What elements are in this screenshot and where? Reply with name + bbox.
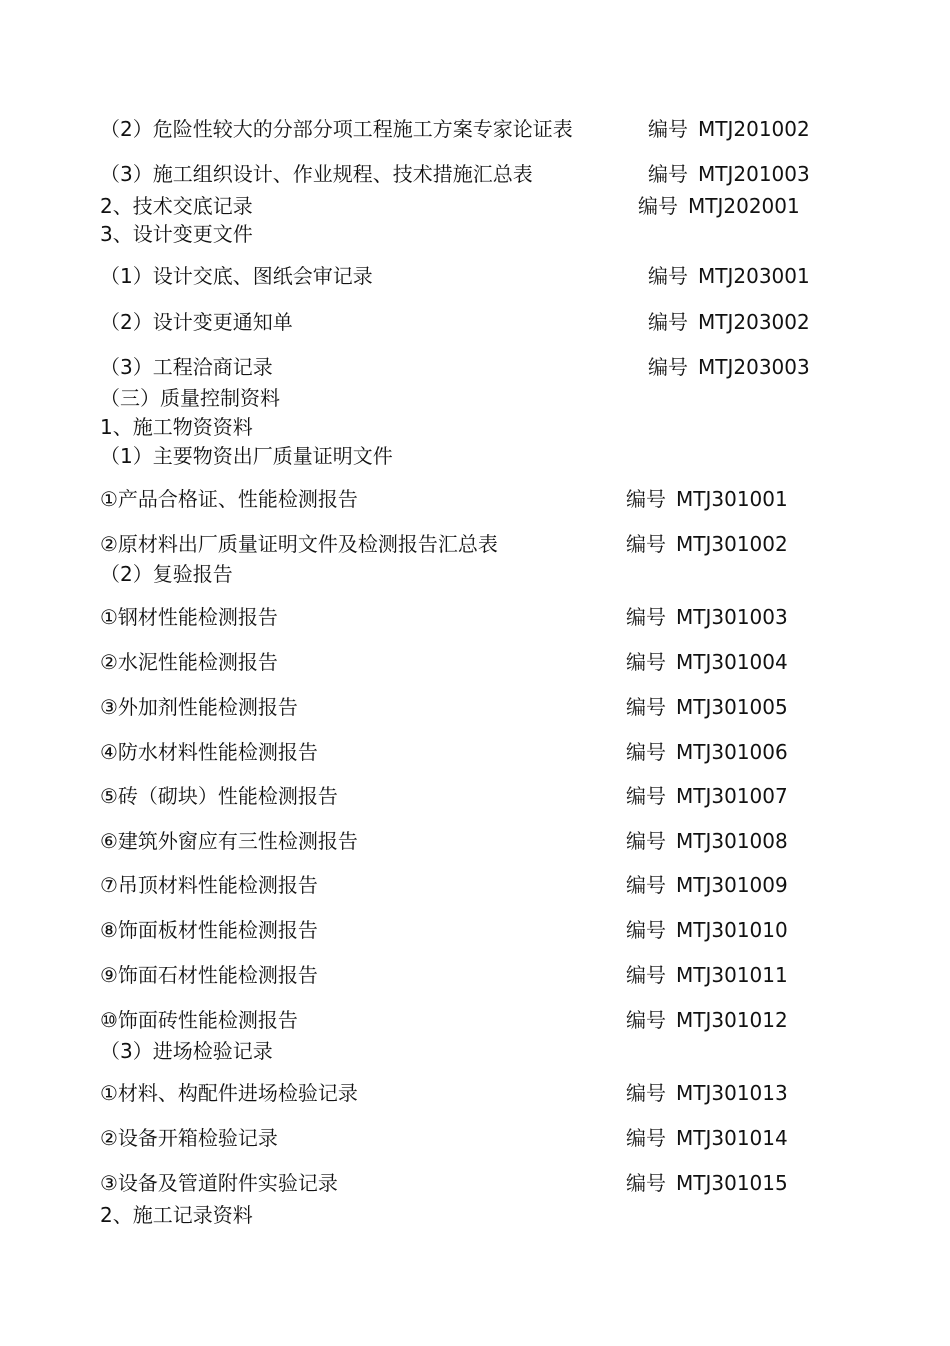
list-item [0,602,950,632]
code-label: 编号 [648,264,688,288]
item-text: 1、施工物资资料 [100,415,253,439]
code-label: 编号 [626,650,666,674]
item-code [626,1078,788,1108]
list-item [0,1078,950,1108]
item-text: ⑧饰面板材性能检测报告 [100,918,318,942]
code-number: MTJ301007 [676,784,788,808]
item-text: ⑨饰面石材性能检测报告 [100,963,318,987]
code-label: 编号 [626,1171,666,1195]
code-number: MTJ203003 [698,355,810,379]
item-text: （2）设计变更通知单 [100,310,293,334]
list-item [0,484,950,514]
item-text: 2、技术交底记录 [100,194,253,218]
list-item [0,1123,950,1153]
list-item [0,191,950,221]
code-number: MTJ203002 [698,310,810,334]
section-heading [0,412,950,442]
item-text: ③外加剂性能检测报告 [100,695,298,719]
section-heading [0,383,950,413]
list-item [0,352,950,382]
code-number: MTJ202001 [688,194,800,218]
list-item [0,1005,950,1035]
code-label: 编号 [626,918,666,942]
item-code [626,602,788,632]
item-code [626,870,788,900]
list-item [0,692,950,722]
code-number: MTJ301011 [676,963,788,987]
code-label: 编号 [626,532,666,556]
list-item [0,307,950,337]
code-label: 编号 [648,355,688,379]
item-text: （1）主要物资出厂质量证明文件 [100,444,393,468]
section-heading [0,219,950,249]
code-number: MTJ301015 [676,1171,788,1195]
code-label: 编号 [626,605,666,629]
code-number: MTJ301006 [676,740,788,764]
code-label: 编号 [648,117,688,141]
code-label: 编号 [626,873,666,897]
code-number: MTJ301013 [676,1081,788,1105]
code-number: MTJ301003 [676,605,788,629]
list-item [0,737,950,767]
item-text: ①产品合格证、性能检测报告 [100,487,358,511]
item-text: （3）工程洽商记录 [100,355,273,379]
item-text: （2）复验报告 [100,562,233,586]
code-label: 编号 [626,487,666,511]
item-text: 2、施工记录资料 [100,1203,253,1227]
code-number: MTJ301010 [676,918,788,942]
item-text: ③设备及管道附件实验记录 [100,1171,338,1195]
list-item [0,529,950,559]
list-item [0,114,950,144]
item-code [648,159,810,189]
item-text: ①材料、构配件进场检验记录 [100,1081,358,1105]
code-number: MTJ203001 [698,264,810,288]
item-code [626,960,788,990]
item-code [626,647,788,677]
section-heading [0,559,950,589]
list-item [0,1168,950,1198]
item-code [648,352,810,382]
item-code [626,781,788,811]
item-code [626,529,788,559]
item-text: 3、设计变更文件 [100,222,253,246]
item-code [638,191,800,221]
item-code [648,261,810,291]
item-code [648,114,810,144]
item-code [626,737,788,767]
item-text: ⑩饰面砖性能检测报告 [100,1008,298,1032]
item-code [626,692,788,722]
code-label: 编号 [626,784,666,808]
item-text: ⑥建筑外窗应有三性检测报告 [100,829,358,853]
section-heading [0,1200,950,1230]
item-text: （2）危险性较大的分部分项工程施工方案专家论证表 [100,117,573,141]
list-item [0,159,950,189]
code-number: MTJ301004 [676,650,788,674]
list-item [0,261,950,291]
item-code [626,1123,788,1153]
code-number: MTJ301008 [676,829,788,853]
item-code [626,915,788,945]
code-number: MTJ201003 [698,162,810,186]
list-item [0,915,950,945]
code-label: 编号 [648,310,688,334]
item-text: （3）进场检验记录 [100,1039,273,1063]
code-label: 编号 [626,695,666,719]
code-label: 编号 [626,1008,666,1032]
list-item [0,781,950,811]
code-number: MTJ301012 [676,1008,788,1032]
section-heading [0,1036,950,1066]
item-text: ⑤砖（砌块）性能检测报告 [100,784,338,808]
item-text: ②水泥性能检测报告 [100,650,278,674]
item-text: ①钢材性能检测报告 [100,605,278,629]
code-label: 编号 [638,194,678,218]
item-text: ②设备开箱检验记录 [100,1126,278,1150]
item-text: （3）施工组织设计、作业规程、技术措施汇总表 [100,162,533,186]
item-code [626,484,788,514]
code-label: 编号 [626,1081,666,1105]
code-number: MTJ301002 [676,532,788,556]
item-code [648,307,810,337]
code-number: MTJ301009 [676,873,788,897]
list-item [0,826,950,856]
code-label: 编号 [626,740,666,764]
item-code [626,826,788,856]
list-item [0,647,950,677]
list-item [0,960,950,990]
code-label: 编号 [648,162,688,186]
code-number: MTJ301014 [676,1126,788,1150]
item-text: ⑦吊顶材料性能检测报告 [100,873,318,897]
code-number: MTJ201002 [698,117,810,141]
item-text: ④防水材料性能检测报告 [100,740,318,764]
item-text: （三）质量控制资料 [100,386,280,410]
section-heading [0,441,950,471]
code-number: MTJ301005 [676,695,788,719]
code-number: MTJ301001 [676,487,788,511]
code-label: 编号 [626,963,666,987]
list-item [0,870,950,900]
code-label: 编号 [626,1126,666,1150]
item-text: （1）设计交底、图纸会审记录 [100,264,373,288]
item-text: ②原材料出厂质量证明文件及检测报告汇总表 [100,532,498,556]
item-code [626,1005,788,1035]
code-label: 编号 [626,829,666,853]
item-code [626,1168,788,1198]
